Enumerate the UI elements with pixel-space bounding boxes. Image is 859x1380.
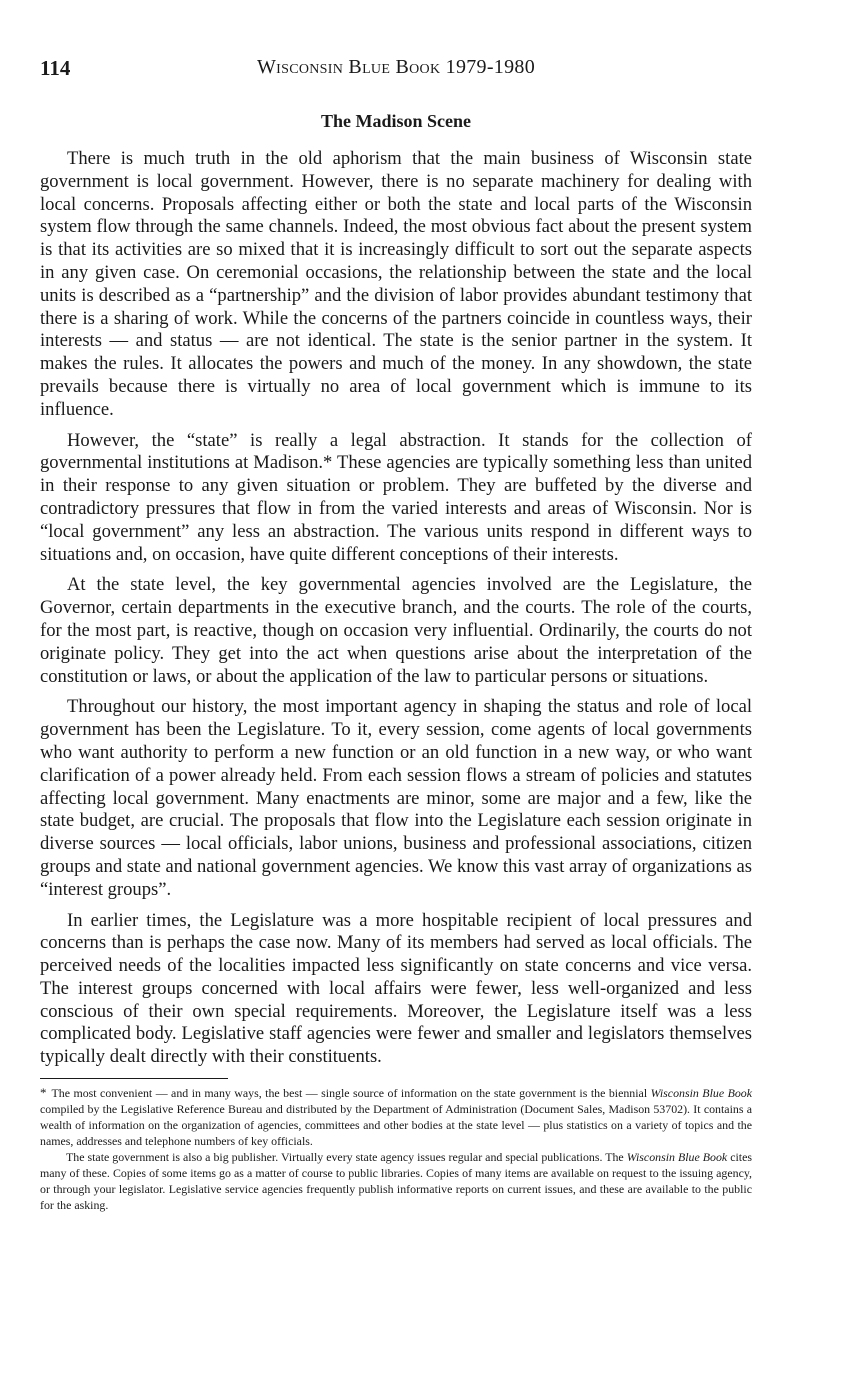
page-header xyxy=(40,56,752,86)
footnote-2-text-b: cites many of these. Copies of some items go as a matter of course to public libraries. Copies of many items are available on request to the issuing agency, or through your legislator. Legislative service agencies frequently publish informative reports on current issues, and these are available to the public for the asking. xyxy=(40,1150,752,1213)
paragraph-1: There is much truth in the old aphorism that the main business of Wisconsin state government is local government. However, there is no separate machinery for dealing with local concerns. Proposals affecting either or both the state and local parts of the Wisconsin system flow through the same channels. Indeed, the most obvious fact about the present system is that its activities are so mixed that it is increasingly difficult to sort out the separate aspects in any given case. On ceremonial occasions, the relationship between the state and the local units is described as a “partnership” and the division of labor provides abundant testimony that there is a sharing of work. While the concerns of the partners coincide in countless ways, their interests — and status — are not identical. The state is the senior partner in the system. It makes the rules. It allocates the powers and much of the money. In any showdown, the state prevails because there is virtually no area of local government which is immune to its influence. xyxy=(40,148,752,420)
footnote-divider xyxy=(40,1078,228,1079)
footnote-2-text-a: The state government is also a big publisher. Virtually every state agency issues regular and special publications. The xyxy=(66,1150,624,1165)
document-page xyxy=(40,56,752,1213)
footnote-1-book-title: Wisconsin Blue Book xyxy=(650,1086,752,1101)
footnote-1 xyxy=(40,1085,752,1149)
section-title: The Madison Scene xyxy=(320,111,471,131)
paragraph-2: However, the “state” is really a legal abstraction. It stands for the collection of governmental institutions at Madison.* These agencies are typically something less than united in their response to any given situation or problem. They are buffeted by the diverse and contradictory pressures that flow in from the varied interests and areas of Wisconsin. Nor is “local government” any less an abstraction. The various units respond in different ways to situations and, on occasion, have quite different conceptions of their interests. xyxy=(40,429,752,565)
footnote-1-text-b: compiled by the Legislative Reference Bureau and distributed by the Department of Administration (Document Sales, Madison 53702). It contains a wealth of information on the organization of agencies, committees and other bodies at the state level — plus statistics on a variety of topics and the names, addresses and telephone numbers of key officials. xyxy=(40,1102,752,1149)
footnote-2-book-title: Wisconsin Blue Book xyxy=(626,1150,728,1165)
paragraph-4: Throughout our history, the most important agency in shaping the status and role of local government has been the Legislature. To it, every session, come agents of local governments who want authority to perform a new function or an old function in a new way, or who want clarification of a power already held. From each session flows a stream of policies and statutes affecting local government. Many enactments are minor, some are major and a few, like the state budget, are crucial. The proposals that flow into the Legislature each session originate in diverse sources — local officials, labor unions, business and professional associations, citizen groups and state and national government agencies. We know this vast array of organizations as “interest groups”. xyxy=(40,696,752,900)
running-head: Wisconsin Blue Book 1979-1980 xyxy=(256,56,536,78)
paragraph-3: At the state level, the key governmental agencies involved are the Legislature, the Governor, certain departments in the executive branch, and the courts. The role of the courts, for the most part, is reactive, though on occasion very influential. Ordinarily, the courts do not originate policy. They get into the act when questions arise about the interpretation of the constitution or laws, or about the application of the law to particular persons or situations. xyxy=(40,574,752,687)
paragraph-5: In earlier times, the Legislature was a more hospitable recipient of local pressures and concerns than is perhaps the case now. Many of its members had served as local officials. The perceived needs of the localities impacted less significantly on state concerns and vice versa. The interest groups concerned with local affairs were fewer, less well-organized and less conscious of their own special requirements. Moreover, the Legislature itself was a less complicated body. Legislative staff agencies were fewer and smaller and legislators themselves typically dealt directly with their constituents. xyxy=(40,909,752,1068)
body-text xyxy=(40,148,752,1069)
footnote-marker: * xyxy=(40,1085,47,1101)
footnote-2 xyxy=(40,1149,752,1213)
page-number: 114 xyxy=(40,56,71,80)
footnote-1-text-a: The most convenient — and in many ways, the best — single source of information on the state government is the biennial xyxy=(51,1086,648,1101)
footnotes xyxy=(40,1085,752,1213)
